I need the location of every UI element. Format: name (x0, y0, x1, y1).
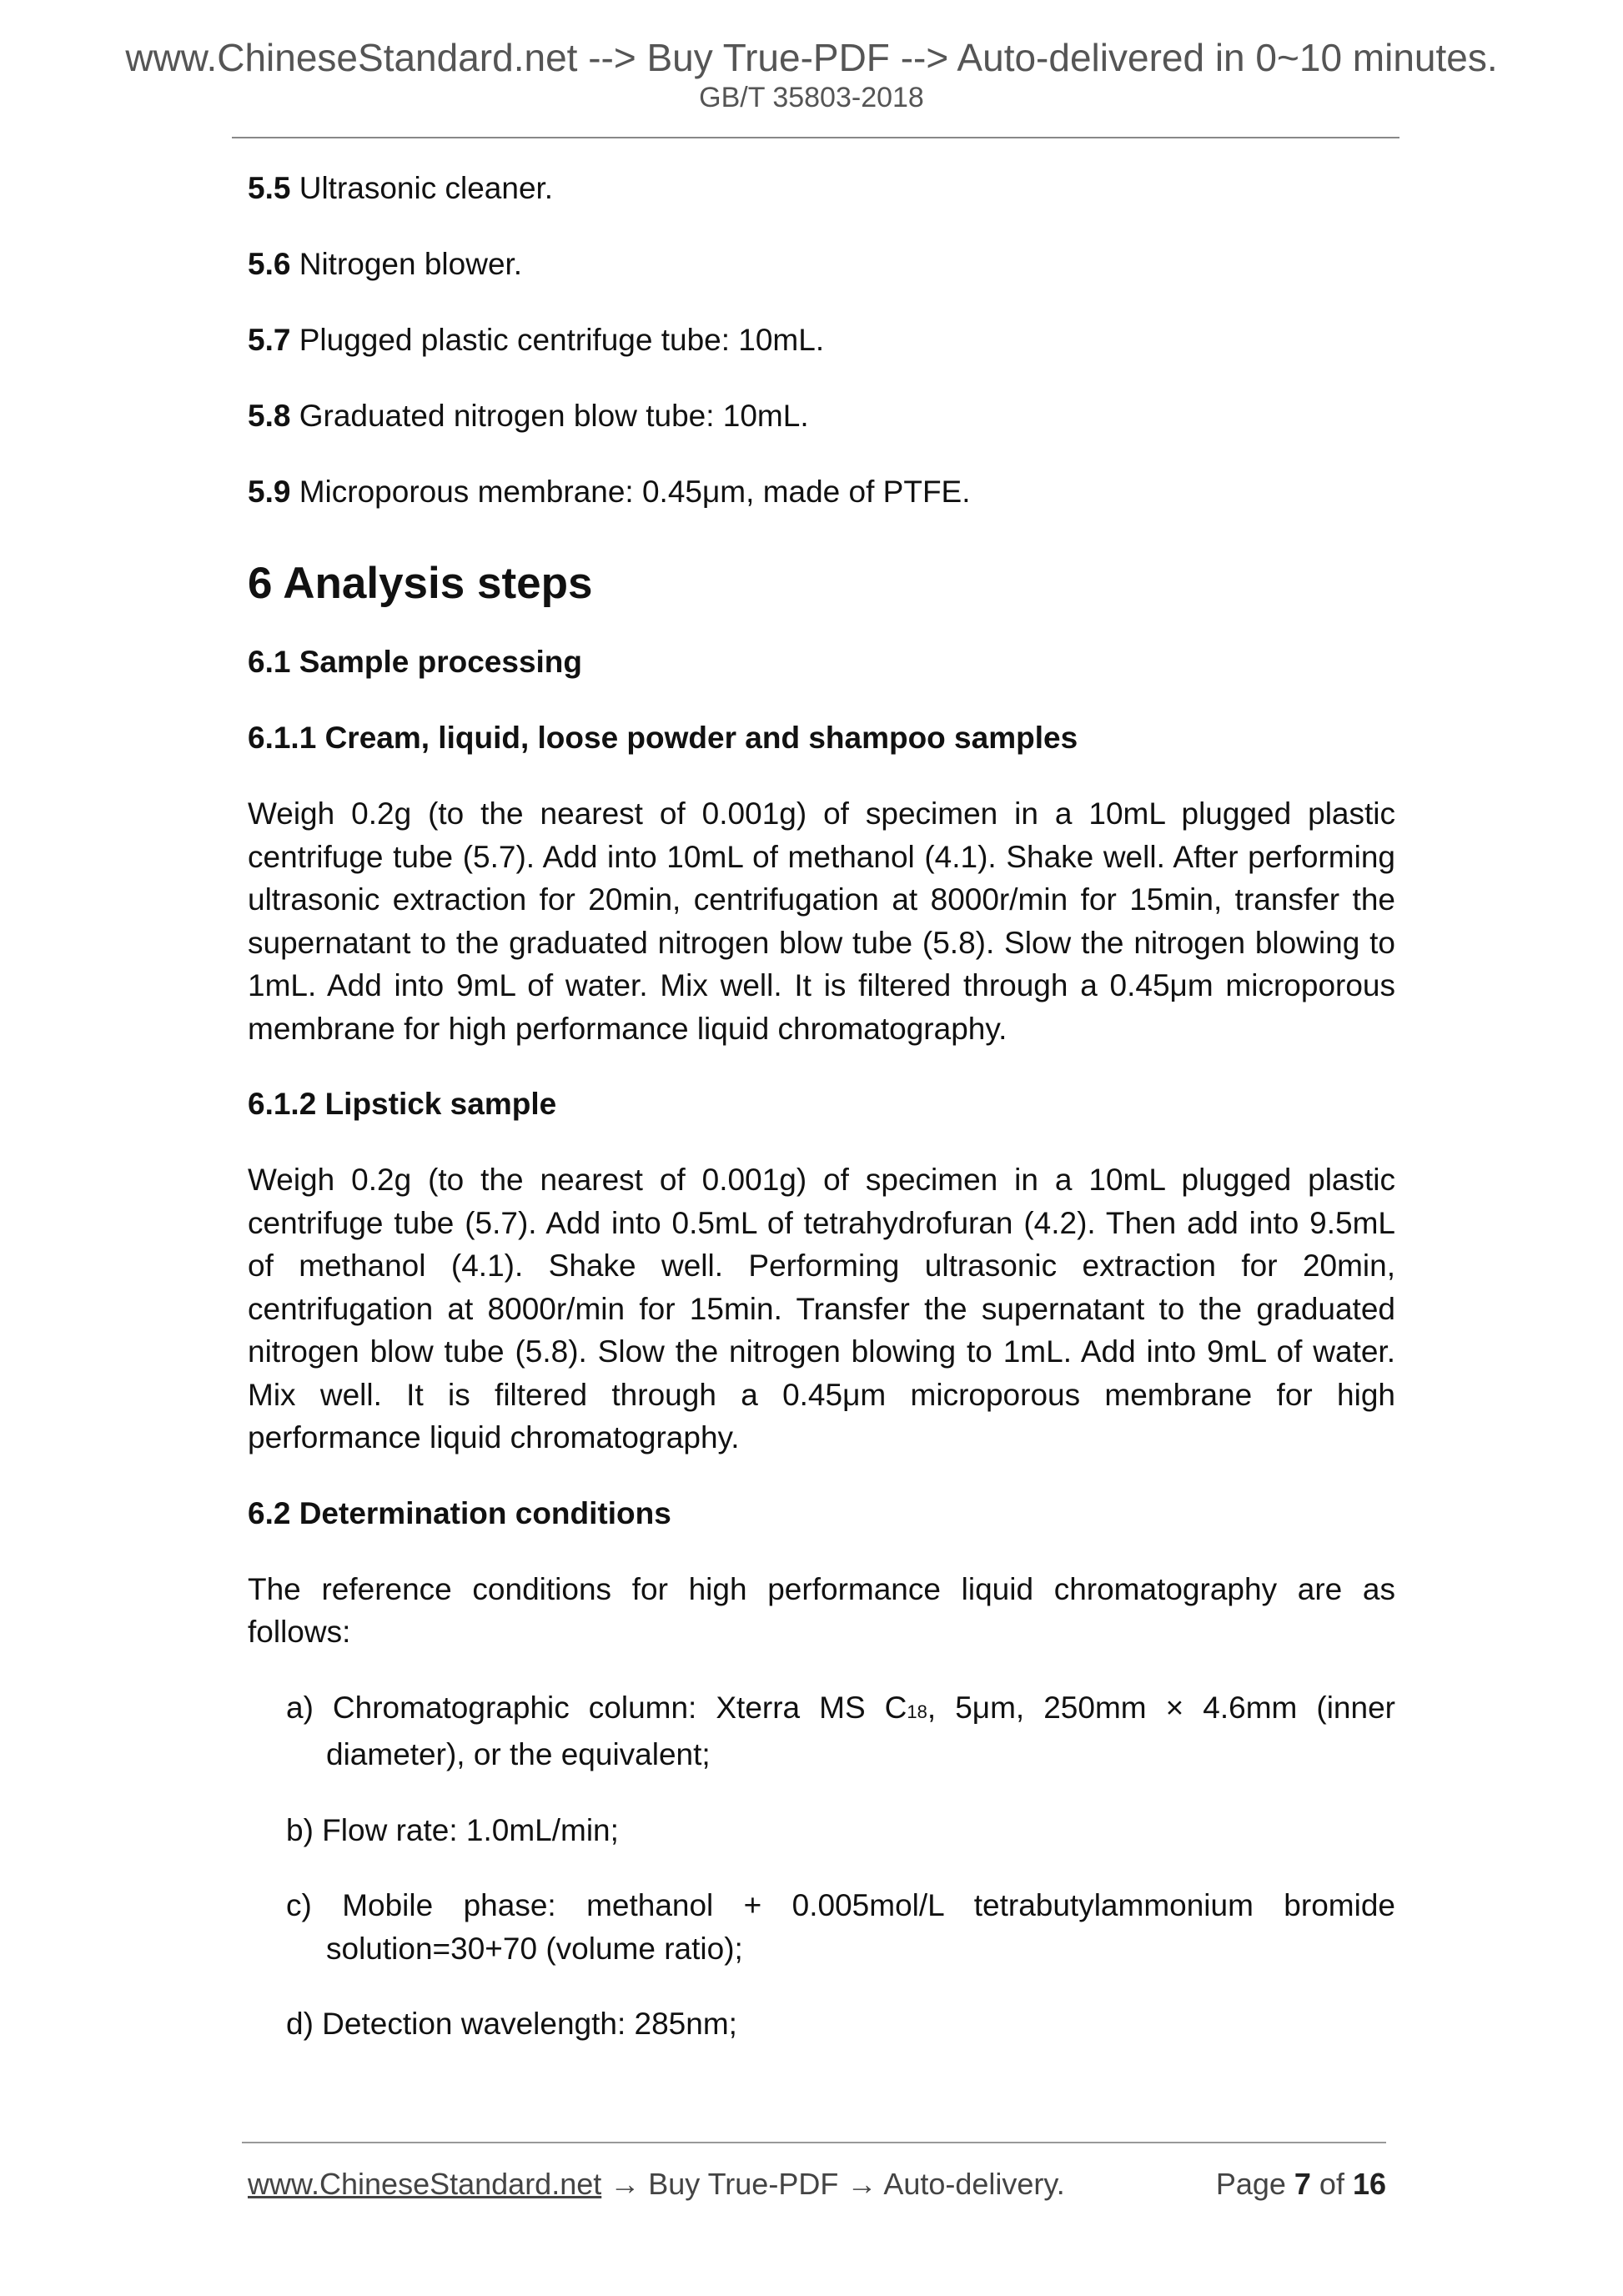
of-label: of (1310, 2167, 1353, 2201)
condition-a-subscript: 18 (907, 1701, 927, 1722)
condition-c: c) Mobile phase: methanol + 0.005mol/L tetrabutylammonium bromide solution=30+70 (volume ratio); (286, 1888, 1395, 1966)
condition-a (286, 1686, 1395, 1776)
section-6-1-heading: 6.1 Sample processing (248, 645, 583, 679)
page-number: 7 (1294, 2167, 1311, 2201)
item-5-5 (248, 167, 1395, 210)
item-number: 5.9 (248, 475, 291, 509)
page-footer (248, 2167, 1386, 2208)
footer-left (248, 2167, 1065, 2202)
header-divider (232, 137, 1399, 138)
section-6-2-intro: The reference conditions for high performance liquid chromatography are as follows: (248, 1571, 1395, 1649)
footer-link[interactable]: www.ChineseStandard.net (248, 2167, 602, 2201)
condition-b: b) Flow rate: 1.0mL/min; (286, 1812, 619, 1847)
item-number: 5.5 (248, 171, 291, 205)
item-number: 5.7 (248, 323, 291, 357)
item-5-9 (248, 470, 1395, 514)
item-number: 5.8 (248, 399, 291, 433)
footer-tagline: → Buy True-PDF → Auto-delivery. (601, 2167, 1065, 2201)
page-label: Page (1215, 2167, 1294, 2201)
item-text: Plugged plastic centrifuge tube: 10mL. (290, 323, 825, 357)
item-5-6 (248, 243, 1395, 286)
page-total: 16 (1352, 2167, 1386, 2201)
condition-a-pre: a) Chromatographic column: Xterra MS C (286, 1690, 907, 1725)
condition-a-post: , 5μm, 250mm × 4.6mm (inner diameter), or the equivalent; (326, 1690, 1395, 1771)
page-indicator (1216, 2167, 1386, 2202)
section-6-1-2-heading: 6.1.2 Lipstick sample (248, 1087, 557, 1121)
page-content (248, 167, 1395, 2078)
item-text: Microporous membrane: 0.45μm, made of PTFE. (290, 475, 971, 509)
section-6-1-1-heading: 6.1.1 Cream, liquid, loose powder and shampoo samples (248, 721, 1078, 755)
section-6-1-2-paragraph: Weigh 0.2g (to the nearest of 0.001g) of specimen in a 10mL plugged plastic centrifuge tube (5.7). Add into 0.5mL of tetrahydrofuran (4.2). Then add into 9.5mL of methanol (4.1). Shake well. Performing ultrasonic extraction for 20min, centrifugation at 8000r/min for 15min. Transfer the supernatant to the graduated nitrogen blow tube (5.8). Slow the nitrogen blowing to 1mL. Add into 9mL of water. Mix well. It is filtered through a 0.45μm microporous membrane for high performance liquid chromatography. (248, 1163, 1395, 1454)
item-text: Nitrogen blower. (290, 247, 523, 281)
item-5-7 (248, 319, 1395, 362)
section-6-1-1-paragraph: Weigh 0.2g (to the nearest of 0.001g) of specimen in a 10mL plugged plastic centrifuge tube (5.7). Add into 10mL of methanol (4.1). Shake well. After performing ultrasonic extraction for 20min, centrifugation at 8000r/min for 15min, transfer the supernatant to the graduated nitrogen blow tube (5.8). Slow the nitrogen blowing to 1mL. Add into 9mL of water. Mix well. It is filtered through a 0.45μm microporous membrane for high performance liquid chromatography. (248, 796, 1395, 1046)
item-5-8 (248, 394, 1395, 438)
item-text: Graduated nitrogen blow tube: 10mL. (290, 399, 809, 433)
item-number: 5.6 (248, 247, 291, 281)
section-6-2-heading: 6.2 Determination conditions (248, 1495, 671, 1530)
footer-divider (242, 2142, 1386, 2143)
condition-d: d) Detection wavelength: 285nm; (286, 2007, 737, 2041)
header-banner: www.ChineseStandard.net --> Buy True-PDF --> Auto-delivered in 0~10 minutes. (125, 36, 1498, 79)
item-text: Ultrasonic cleaner. (290, 171, 554, 205)
section-6-heading: 6 Analysis steps (248, 559, 593, 608)
document-number: GB/T 35803-2018 (699, 82, 924, 113)
